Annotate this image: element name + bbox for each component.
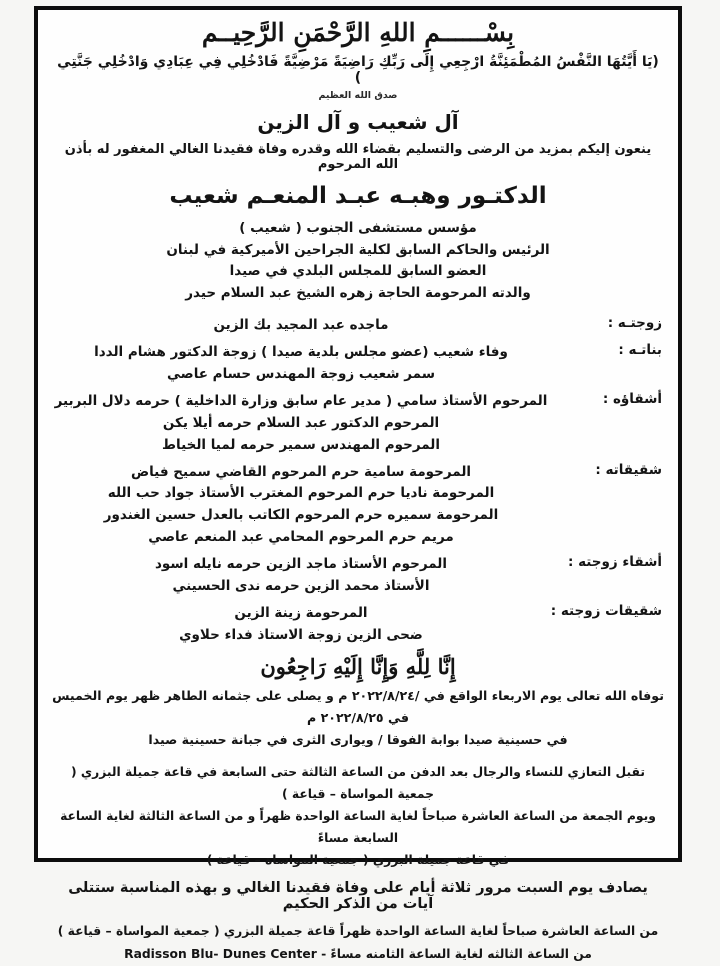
death-paragraph [52,685,664,751]
relative-line: المرحوم الدكتور عبد السلام حرمه أيلا يكن [162,414,440,431]
relative-line: الأستاذ محمد الزين حرمه ندى الحسيني [172,577,430,594]
relative-lines [52,603,550,647]
relative-lines [52,554,550,598]
memorial-line: من الساعة الثالثه لغاية الساعة الثامنه مساءً - Radisson Blu- Dunes Center [124,946,592,961]
relative-line: وفاء شعيب (عضو مجلس بلدية صيدا ) زوجة الدكتور هشام الددا [94,344,508,361]
relative-line: سمر شعيب زوجة المهندس حسام عاصي [166,366,436,383]
istirja-calligraphy: إِنَّا لِلَّهِ وَإِنَّا إِلَيْهِ رَاجِعُون [260,654,456,680]
condolence-line: في قاعة جميلة البزري ( جمعية المواساة – قياعة ) [206,853,510,867]
deceased-titles [52,218,664,304]
memorial-paragraph [52,920,664,965]
document-frame [34,6,682,961]
condolence-line: تقبل التعازي للنساء والرجال بعد الدفن من الساعة الثالثة حتى السابعة في قاعة جميلة البزري ( جمعية المواساة – قياعة ) [71,764,645,801]
families-title: آل شعيب و آل الزين [257,110,459,134]
relative-line: المرحومة زينة الزين [234,604,368,621]
relative-group [52,391,664,457]
deceased-name: الدكتـور وهبـه عبـد المنعـم شعيب [169,183,547,209]
condolence-paragraph [52,761,664,872]
relative-line: ماجده عبد المجيد بك الزين [213,317,389,334]
relative-label: شقيقاته : [595,461,662,478]
relative-line: ضحى الزين زوجة الاستاذ فداء حلاوي [179,626,423,643]
title-line: الرئيس والحاكم السابق لكلية الجراحين الأميركية في لبنان [166,241,550,258]
relative-label: أشقاؤه : [602,390,662,407]
announcement-text: ينعون إليكم بمزيد من الرضى والتسليم بقضاء الله وقدره وفاة فقيدنا الغالي المغفور له بأذن الله المرحوم [64,142,652,172]
relative-line: المرحوم المهندس سمير حرمه لميا الخياط [162,436,440,453]
relative-line: المرحومة سميره حرم المرحوم الكاتب بالعدل حسين الغندور [103,507,499,524]
relative-lines [52,342,550,386]
death-line: في حسينية صيدا بوابة الفوقا / ويوارى الثرى في جبانة حسينية صيدا [148,732,568,748]
relative-group [52,554,664,598]
relative-line: المرحومة سامية حرم المرحوم القاضي سميح فياض [130,463,472,480]
relative-label: بناتـه : [618,342,662,359]
third-day-notice: يصادف يوم السبت مرور ثلاثة أيام على وفاة فقيدنا الغالي و بهذه المناسبة ستتلى آيات من الذكر الحكيم [68,880,648,913]
relative-label: زوجتـه : [607,315,662,332]
relative-label: شقيقات زوجته : [550,602,662,619]
relative-line: المرحوم الأستاذ ماجد الزين حرمه نايله اسود [154,555,448,572]
relatives-section [52,315,664,646]
relative-lines [52,315,550,337]
memorial-line: من الساعة العاشرة صباحاً لغاية الساعة الواحدة ظهراً قاعة جميلة البزري ( جمعية المواساة – قياعة ) [57,924,659,939]
title-line: والدته المرحومة الحاجة زهره الشيخ عبد السلام حيدر [185,284,531,301]
death-line: توفاه الله تعالى يوم الاربعاء الواقع في /٢٠٢٢/٨/٢٤ م و يصلى على جثمانه الطاهر ظهر يوم الخميس في ٢٠٢٢/٨/٢٥ م [52,688,664,726]
title-line: العضو السابق للمجلس البلدي في صيدا [229,263,487,280]
relative-line: مريم حرم المرحوم المحامي عبد المنعم عاصي [148,529,454,546]
relative-lines [52,462,550,549]
condolence-line: ويوم الجمعة من الساعة العاشرة صباحاً لغاية الساعة الواحدة ظهراً و من الساعة الثالثة لغاية الساعة السابعة مساءً [60,808,656,845]
quran-verse: (يَا أَيَّتُهَا النَّفْسُ المُطْمَئِنَّةُ ارْجِعِي إِلَى رَبِّكِ رَاضِيَةً مَرْضِيَّةً فَادْخُلِي فِي عِبَادِي وَادْخُلِي جَنَّتِي ) [57,54,659,86]
relative-group [52,342,664,386]
relative-lines [52,391,550,457]
sadaqa-text: صدق الله العظيم [318,90,398,101]
relative-group [52,462,664,549]
relative-line: المرحوم الأستاذ سامي ( مدير عام سابق وزارة الداخلية ) حرمه دلال البربير [54,392,548,409]
relative-group [52,603,664,647]
basmala-calligraphy: بِسْــــــمِ اللهِ الرَّحْمَنِ الرَّحِيــم [201,18,515,47]
title-line: مؤسس مستشفى الجنوب ( شعيب ) [239,220,477,236]
relative-group [52,315,664,337]
relative-label: أشقاء زوجته : [568,553,662,570]
relative-line: المرحومة ناديا حرم المرحوم المغترب الأستاذ جواد حب الله [107,485,495,502]
